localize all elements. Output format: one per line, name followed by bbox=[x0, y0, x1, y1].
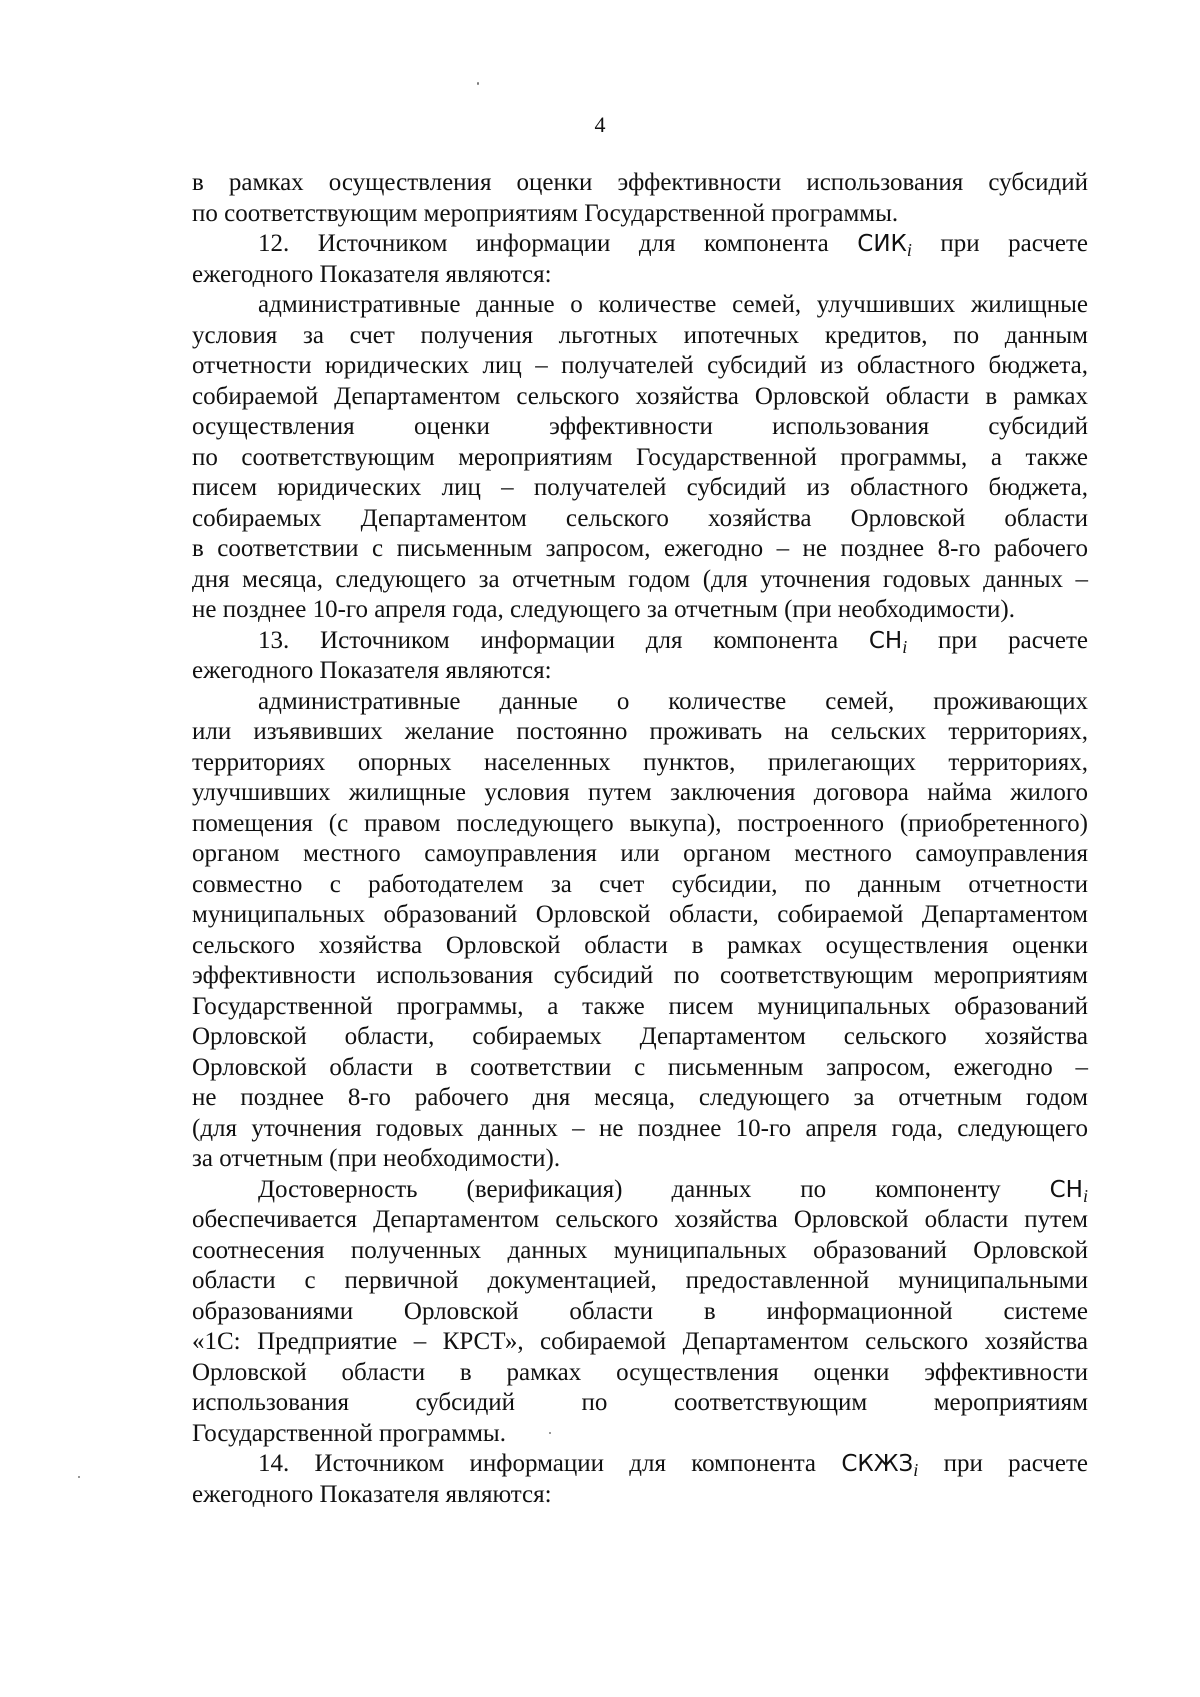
page-number: 4 bbox=[594, 112, 606, 137]
text-line: собираемой Департаментом сельского хозяйства Орловской области в рамках bbox=[192, 382, 1088, 410]
text-line: эффективности использования субсидий по соответствующим мероприятиям bbox=[192, 962, 1088, 989]
text-line: ежегодного Показателя являются: bbox=[192, 657, 552, 684]
text-line: Орловской области в соответствии с письменным запросом, ежегодно – bbox=[192, 1053, 1088, 1081]
component-symbol: $СИК_i$ bbox=[857, 231, 912, 260]
scan-speck bbox=[477, 82, 479, 85]
text-line: помещения (с правом последующего выкупа), построенного (приобретенного) bbox=[192, 809, 1088, 837]
document-body bbox=[192, 168, 1088, 1510]
text-line: или изъявивших желание постоянно проживать на сельских территориях, bbox=[192, 718, 1088, 745]
text-line: Орловской области, собираемых Департаментом сельского хозяйства bbox=[192, 1023, 1088, 1050]
text-line: 14. Источником информации для компонента $СКЖЗ_i$ при расчете bbox=[258, 1450, 1088, 1480]
text-line: соотнесения полученных данных муниципальных образований Орловской bbox=[192, 1236, 1088, 1264]
scan-speck bbox=[78, 1476, 80, 1478]
text-line: области с первичной документацией, предоставленной муниципальными bbox=[192, 1267, 1088, 1294]
text-line: не позднее 8-го рабочего дня месяца, следующего за отчетным годом bbox=[192, 1084, 1088, 1111]
component-symbol: $СН_i$ bbox=[868, 627, 908, 657]
text-line: Государственной программы, а также писем муниципальных образований bbox=[192, 992, 1088, 1020]
component-subscript: i bbox=[913, 1460, 919, 1480]
text-line: по соответствующим мероприятиям Государственной программы. bbox=[192, 199, 899, 227]
text-line: ежегодного Показателя являются: bbox=[192, 260, 552, 288]
text-line: осуществления оценки эффективности использования субсидий bbox=[192, 413, 1088, 440]
text-line: собираемых Департаментом сельского хозяйства Орловской области bbox=[192, 504, 1088, 532]
text-line: улучшивших жилищные условия путем заключения договора найма жилого bbox=[192, 779, 1088, 806]
text-line: Достоверность (верификация) данных по компоненту $СН_i$ bbox=[258, 1175, 1088, 1206]
text-line: по соответствующим мероприятиям Государственной программы, а также bbox=[192, 443, 1088, 471]
text-line: административные данные о количестве семей, улучшивших жилищные bbox=[258, 291, 1088, 318]
text-line: отчетности юридических лиц – получателей субсидий из областного бюджета, bbox=[192, 352, 1088, 379]
text-line: органом местного самоуправления или органом местного самоуправления bbox=[192, 840, 1088, 867]
text-line: использования субсидий по соответствующим мероприятиям bbox=[192, 1389, 1088, 1416]
scan-speck bbox=[549, 1432, 551, 1434]
text-line: писем юридических лиц – получателей субсидий из областного бюджета, bbox=[192, 474, 1088, 501]
text-line: ежегодного Показателя являются: bbox=[192, 1480, 552, 1508]
text-line: Государственной программы. bbox=[192, 1419, 506, 1447]
text-line: условия за счет получения льготных ипотечных кредитов, по данным bbox=[192, 321, 1088, 349]
text-line: 13. Источником информации для компонента $СН_i$ при расчете bbox=[258, 626, 1089, 657]
text-line: образованиями Орловской области в информационной системе bbox=[192, 1297, 1088, 1325]
text-line: за отчетным (при необходимости). bbox=[192, 1145, 561, 1172]
component-symbol: $СН_i$ bbox=[1049, 1176, 1088, 1206]
text-line: территориях опорных населенных пунктов, прилегающих территориях, bbox=[192, 748, 1088, 776]
text-line: обеспечивается Департаментом сельского хозяйства Орловской области путем bbox=[192, 1206, 1088, 1233]
text-line: в соответствии с письменным запросом, ежегодно – не позднее 8-го рабочего bbox=[192, 535, 1088, 562]
text-line: Орловской области в рамках осуществления оценки эффективности bbox=[192, 1358, 1088, 1386]
component-subscript: i bbox=[902, 636, 908, 657]
component-symbol: $СКЖЗ_i$ bbox=[841, 1451, 919, 1480]
component-subscript: i bbox=[1082, 1185, 1088, 1206]
text-line: административные данные о количестве семей, проживающих bbox=[258, 687, 1088, 715]
text-line: сельского хозяйства Орловской области в рамках осуществления оценки bbox=[192, 931, 1088, 959]
text-line: в рамках осуществления оценки эффективности использования субсидий bbox=[192, 169, 1088, 196]
text-line: совместно с работодателем за счет субсидии, по данным отчетности bbox=[192, 870, 1088, 898]
text-line: «1С: Предприятие – КРСТ», собираемой Департаментом сельского хозяйства bbox=[192, 1328, 1088, 1355]
text-line: не позднее 10-го апреля года, следующего за отчетным (при необходимости). bbox=[192, 596, 1016, 623]
text-line: муниципальных образований Орловской области, собираемой Департаментом bbox=[192, 901, 1088, 928]
component-subscript: i bbox=[906, 240, 912, 260]
text-line: дня месяца, следующего за отчетным годом (для уточнения годовых данных – bbox=[192, 565, 1088, 593]
text-line: 12. Источником информации для компонента $СИК_i$ при расчете bbox=[258, 230, 1089, 260]
text-line: (для уточнения годовых данных – не позднее 10-го апреля года, следующего bbox=[192, 1114, 1088, 1142]
